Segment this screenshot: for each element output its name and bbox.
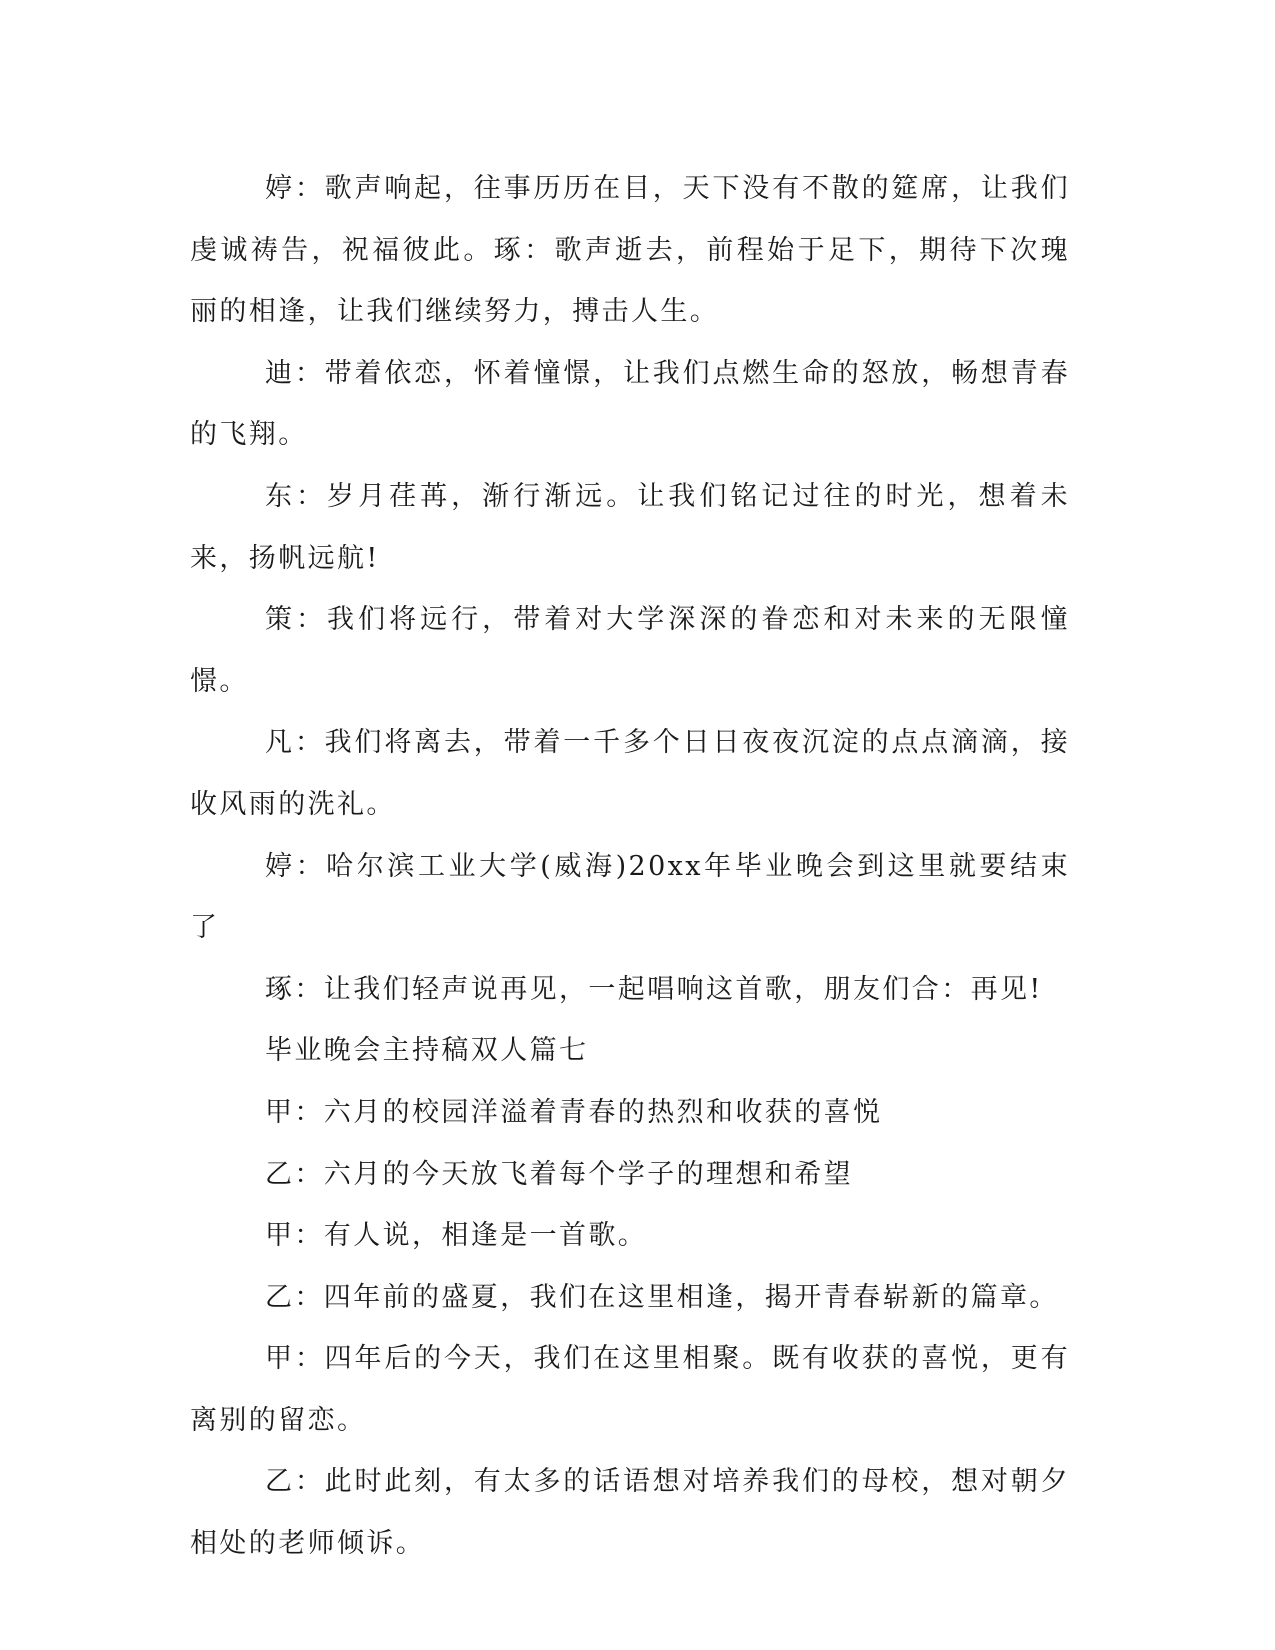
- paragraph-7: 琢：让我们轻声说再见，一起唱响这首歌，朋友们合：再见!: [265, 973, 1043, 1005]
- paragraph-3: 东：岁月荏苒，渐行渐远。让我们铭记过往的时光，想着未来，扬帆远航!: [190, 480, 1070, 574]
- paragraph-13: 甲：四年后的今天，我们在这里相聚。既有收获的喜悦，更有离别的留恋。: [190, 1343, 1070, 1436]
- paragraph-4: 策：我们将远行，带着对大学深深的眷恋和对未来的无限憧憬。: [190, 604, 1070, 697]
- paragraph-14: 乙：此时此刻，有太多的话语想对培养我们的母校，想对朝夕相处的老师倾诉。: [190, 1466, 1070, 1560]
- paragraph-1: 婷：歌声响起，往事历历在目，天下没有不散的筵席，让我们虔诚祷告，祝福彼此。琢：歌声逝去，前程始于足下，期待下次瑰丽的相逢，让我们继续努力，搏击人生。: [190, 173, 1070, 328]
- paragraph-2: 迪：带着依恋，怀着憧憬，让我们点燃生命的怒放，畅想青春的飞翔。: [190, 357, 1070, 451]
- paragraph-10: 乙：六月的今天放飞着每个学子的理想和希望: [265, 1158, 853, 1190]
- paragraph-6: 婷：哈尔滨工业大学(威海)20xx年毕业晚会到这里就要结束了: [190, 850, 1070, 944]
- paragraph-11: 甲：有人说，相逢是一首歌。: [265, 1220, 648, 1252]
- paragraph-5: 凡：我们将离去，带着一千多个日日夜夜沉淀的点点滴滴，接收风雨的洗礼。: [190, 727, 1070, 820]
- section-heading: 毕业晚会主持稿双人篇七: [265, 1035, 589, 1067]
- paragraph-12: 乙：四年前的盛夏，我们在这里相逢，揭开青春崭新的篇章。: [265, 1281, 1059, 1313]
- paragraph-9: 甲：六月的校园洋溢着青春的热烈和收获的喜悦: [265, 1096, 883, 1128]
- document-body: [190, 158, 1070, 1575]
